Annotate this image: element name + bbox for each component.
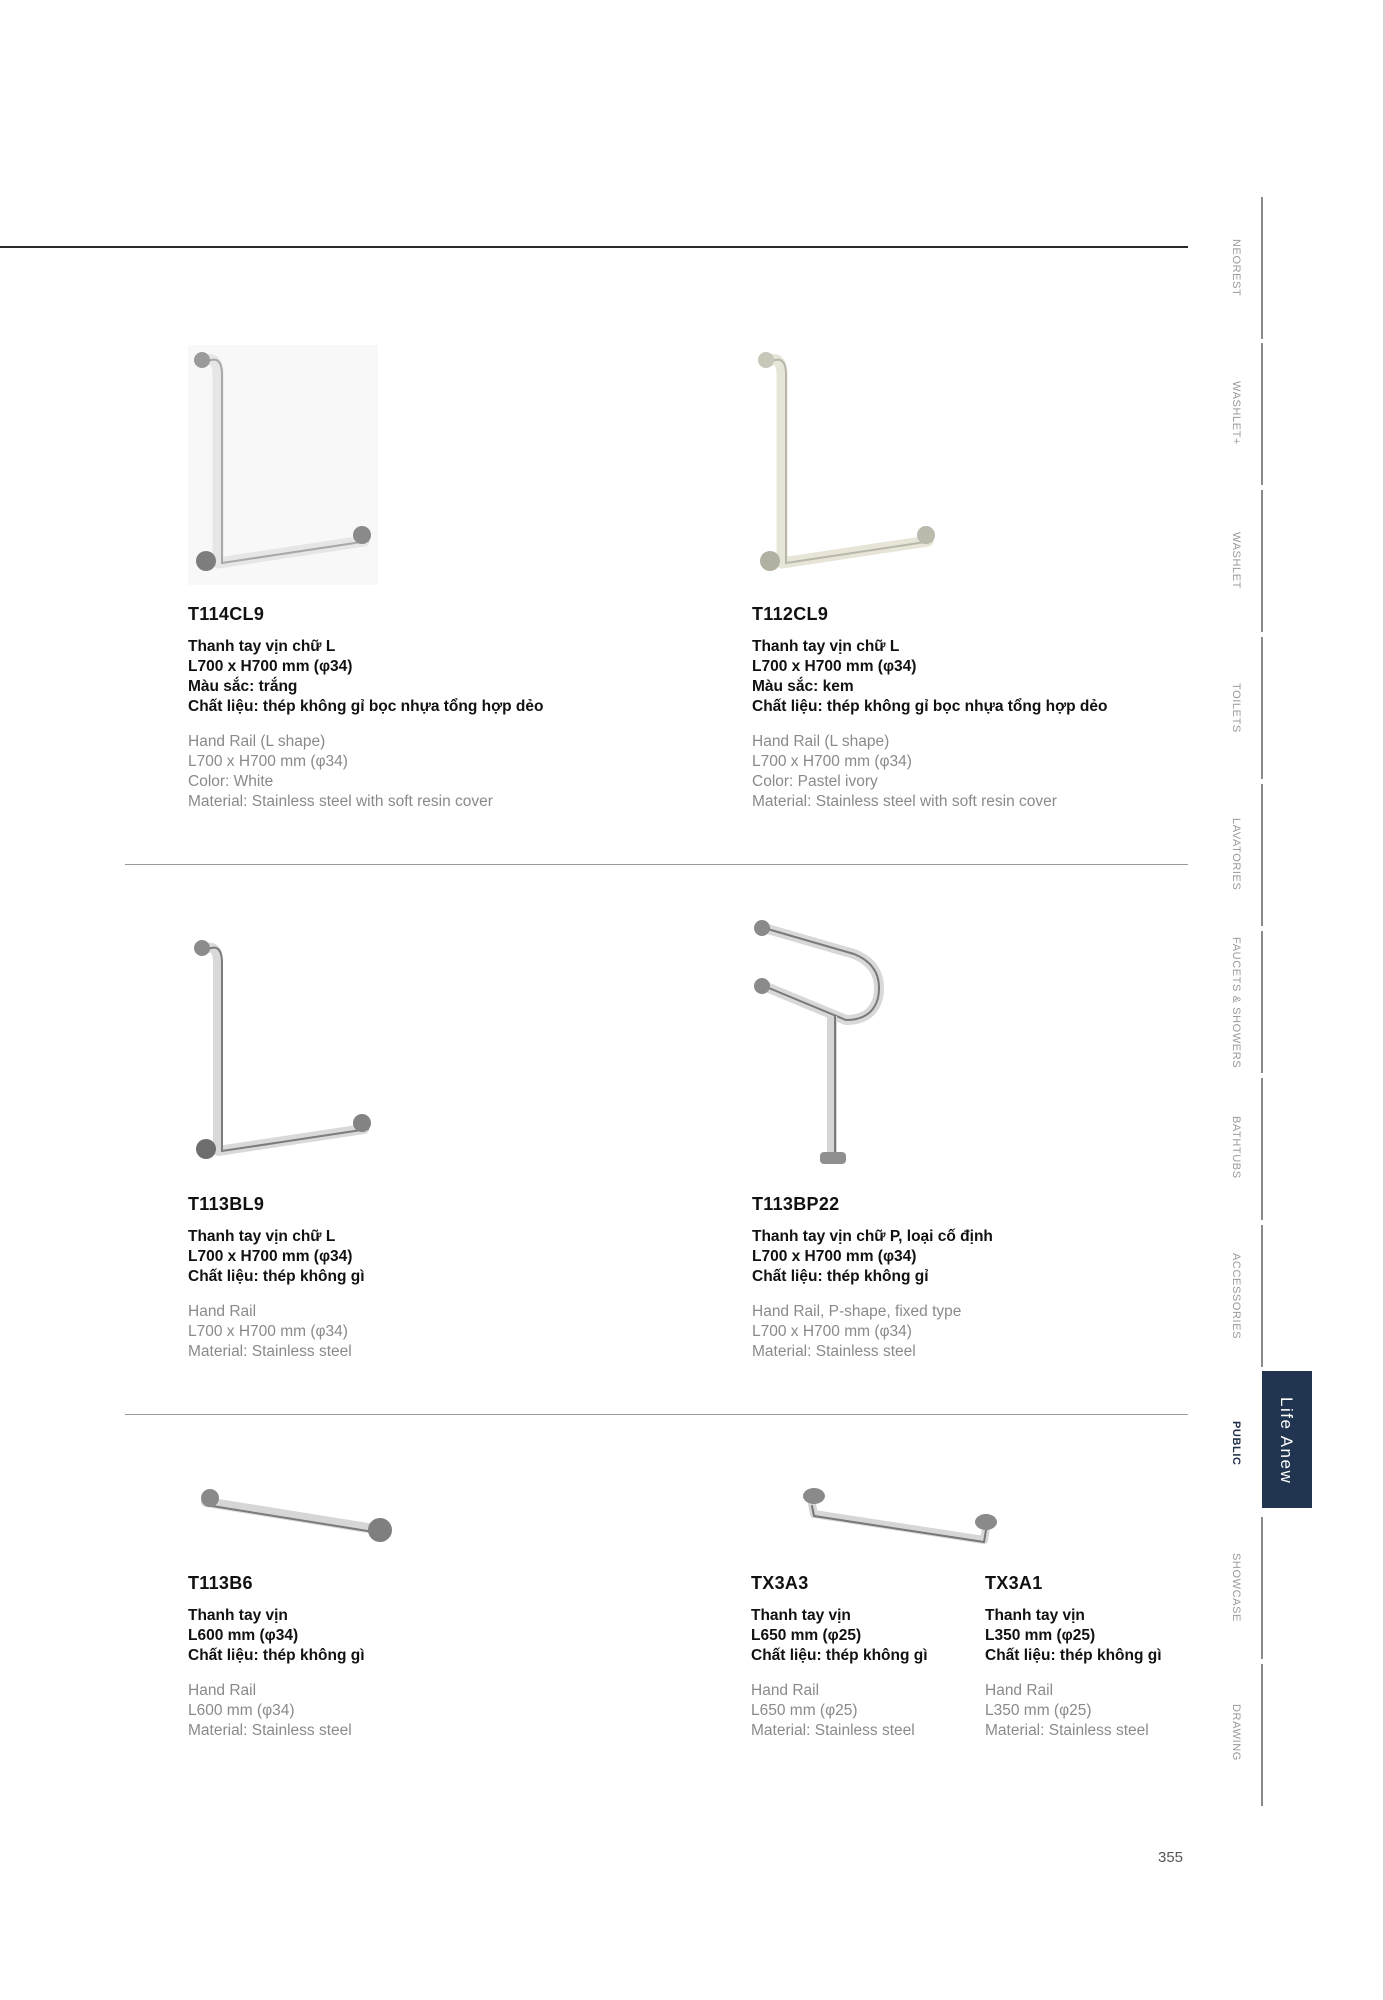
side-tab-washlet-plus[interactable]	[1224, 343, 1264, 485]
vn-line: Chất liệu: thép không gỉ bọc nhựa tổng hợp dẻo	[752, 698, 1108, 715]
side-tab-label: WASHLET	[1230, 532, 1242, 589]
vn-line: Chất liệu: thép không gì	[188, 1647, 365, 1664]
vn-line: Chất liệu: thép không gỉ	[752, 1268, 929, 1285]
p-shape-rail-image	[750, 916, 900, 1171]
side-tab-bathtubs[interactable]	[1224, 1078, 1264, 1220]
side-tab-label: PUBLIC	[1230, 1421, 1242, 1466]
product-code: T113B6	[188, 1573, 253, 1593]
tab-divider	[1261, 197, 1263, 339]
en-line: Hand Rail (L shape)	[188, 733, 326, 750]
side-tab-lavatories[interactable]	[1224, 784, 1264, 926]
side-tab-drawing[interactable]	[1224, 1664, 1264, 1806]
product-description-vn	[188, 1606, 365, 1666]
side-tab-neorest[interactable]	[1224, 197, 1264, 339]
product-description-en	[188, 1681, 352, 1741]
vn-line: Thanh tay vịn chữ L	[752, 638, 900, 655]
vn-line: L600 mm (φ34)	[188, 1627, 299, 1644]
product-description-en	[752, 1302, 961, 1362]
tab-divider	[1261, 343, 1263, 485]
vn-line: Chất liệu: thép không gì	[188, 1268, 365, 1285]
en-line: Color: White	[188, 773, 274, 790]
side-tab-accessories[interactable]	[1224, 1225, 1264, 1367]
product-description-en	[751, 1681, 915, 1741]
side-tab-faucets-showers[interactable]	[1224, 931, 1264, 1073]
page-number: 355	[1158, 1849, 1184, 1866]
straight-rail-thin-image	[790, 1482, 1005, 1552]
product-description-en	[985, 1681, 1149, 1741]
en-line: Hand Rail	[188, 1682, 257, 1699]
tab-divider	[1261, 1225, 1263, 1367]
en-line: Color: Pastel ivory	[752, 773, 878, 790]
tab-divider	[1261, 931, 1263, 1073]
side-tab-label: DRAWING	[1230, 1704, 1242, 1761]
vn-line: L650 mm (φ25)	[751, 1627, 862, 1644]
en-line: Hand Rail, P-shape, fixed type	[752, 1303, 962, 1320]
side-tab-label: FAUCETS & SHOWERS	[1230, 937, 1242, 1069]
product-code: T113BL9	[188, 1194, 265, 1214]
side-tab-label: BATHTUBS	[1230, 1116, 1242, 1179]
en-line: Material: Stainless steel	[188, 1343, 352, 1360]
en-line: Hand Rail	[985, 1682, 1054, 1699]
side-tab-toilets[interactable]	[1224, 637, 1264, 779]
product-description-vn	[752, 1227, 993, 1287]
side-tab-public[interactable]	[1224, 1371, 1264, 1513]
product-code: T113BP22	[752, 1194, 840, 1214]
product-description-vn	[188, 1227, 365, 1287]
product-code: TX3A3	[751, 1573, 809, 1593]
vn-line: Chất liệu: thép không gỉ bọc nhựa tổng hợp dẻo	[188, 698, 544, 715]
en-line: Material: Stainless steel	[752, 1343, 916, 1360]
brand-tab-label: Life Anew	[1277, 1397, 1296, 1485]
life-anew-brand-tab	[1262, 1371, 1312, 1508]
vn-line: Thanh tay vịn chữ L	[188, 1228, 336, 1245]
row-separator	[125, 864, 1188, 865]
vn-line: L700 x H700 mm (φ34)	[752, 1248, 917, 1265]
en-line: Hand Rail (L shape)	[752, 733, 890, 750]
en-line: L350 mm (φ25)	[985, 1702, 1092, 1719]
product-code: T114CL9	[188, 604, 265, 624]
vn-line: Thanh tay vịn	[985, 1607, 1085, 1624]
product-description-en	[188, 732, 493, 812]
side-tab-label: SHOWCASE	[1230, 1553, 1242, 1622]
vn-line: L700 x H700 mm (φ34)	[188, 658, 353, 675]
l-shape-rail-white-image	[188, 345, 378, 585]
side-tab-label: TOILETS	[1230, 683, 1242, 733]
side-tab-label: WASHLET+	[1230, 381, 1242, 445]
side-tab-showcase[interactable]	[1224, 1517, 1264, 1659]
vn-line: Thanh tay vịn	[188, 1607, 288, 1624]
tab-divider	[1261, 784, 1263, 926]
en-line: Hand Rail	[188, 1303, 257, 1320]
en-line: Material: Stainless steel	[751, 1722, 915, 1739]
vn-line: L350 mm (φ25)	[985, 1627, 1096, 1644]
en-line: Material: Stainless steel with soft resin cover	[752, 793, 1057, 810]
vn-line: L700 x H700 mm (φ34)	[188, 1248, 353, 1265]
en-line: L650 mm (φ25)	[751, 1702, 858, 1719]
vn-line: Màu sắc: trắng	[188, 678, 298, 695]
vn-line: Chất liệu: thép không gì	[751, 1647, 928, 1664]
en-line: Material: Stainless steel with soft resin cover	[188, 793, 493, 810]
vn-line: Chất liệu: thép không gì	[985, 1647, 1162, 1664]
vn-line: L700 x H700 mm (φ34)	[752, 658, 917, 675]
l-shape-rail-steel-image	[188, 933, 378, 1173]
tab-divider	[1261, 490, 1263, 632]
product-description-vn	[188, 637, 543, 717]
tab-divider	[1261, 637, 1263, 779]
en-line: Material: Stainless steel	[188, 1722, 352, 1739]
product-description-en	[188, 1302, 352, 1362]
tab-divider	[1261, 1078, 1263, 1220]
vn-line: Thanh tay vịn chữ P, loại cố định	[752, 1228, 993, 1245]
vn-line: Màu sắc: kem	[752, 678, 854, 695]
side-tab-label: LAVATORIES	[1230, 818, 1242, 891]
en-line: L600 mm (φ34)	[188, 1702, 295, 1719]
straight-rail-image	[188, 1484, 398, 1554]
side-tab-label: NEOREST	[1230, 239, 1242, 297]
en-line: L700 x H700 mm (φ34)	[752, 1323, 912, 1340]
row-separator	[125, 1414, 1188, 1415]
vn-line: Thanh tay vịn	[751, 1607, 851, 1624]
product-description-vn	[985, 1606, 1162, 1666]
top-rule	[0, 246, 1188, 248]
product-description-vn	[752, 637, 1107, 717]
product-code: T112CL9	[752, 604, 829, 624]
product-description-vn	[751, 1606, 928, 1666]
vn-line: Thanh tay vịn chữ L	[188, 638, 336, 655]
l-shape-rail-ivory-image	[752, 345, 942, 585]
product-description-en	[752, 732, 1057, 812]
en-line: Material: Stainless steel	[985, 1722, 1149, 1739]
en-line: L700 x H700 mm (φ34)	[188, 753, 348, 770]
en-line: L700 x H700 mm (φ34)	[752, 753, 912, 770]
en-line: L700 x H700 mm (φ34)	[188, 1323, 348, 1340]
tab-divider	[1261, 1517, 1263, 1659]
tab-divider	[1261, 1664, 1263, 1806]
product-code: TX3A1	[985, 1573, 1043, 1593]
side-tab-washlet[interactable]	[1224, 490, 1264, 632]
side-tab-label: ACCESSORIES	[1230, 1253, 1242, 1340]
en-line: Hand Rail	[751, 1682, 820, 1699]
